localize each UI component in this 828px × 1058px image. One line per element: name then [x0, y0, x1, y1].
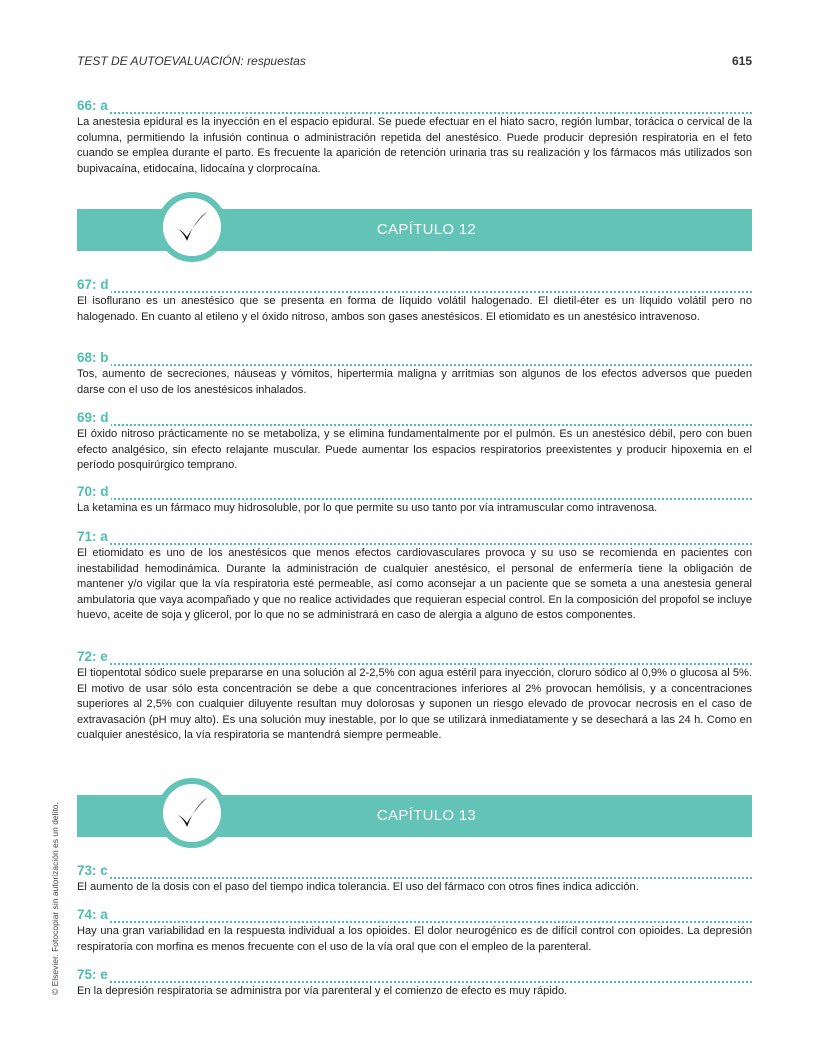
- answer-code: 71: a: [77, 529, 108, 544]
- chapter-title: CAPÍTULO 13: [376, 807, 477, 824]
- answer-code: 68: b: [77, 350, 109, 365]
- answer-text: En la depresión respiratoria se administra por vía parenteral y el comienzo de efecto es muy rápido.: [77, 985, 568, 997]
- running-head: [77, 54, 752, 70]
- answer-header: [77, 648, 752, 665]
- answer-67: [77, 276, 752, 325]
- answer-code: 70: d: [77, 484, 109, 499]
- answer-code: 69: d: [77, 410, 109, 425]
- running-head-subtitle: respuestas: [247, 54, 306, 68]
- answer-text: El aumento de la dosis con el paso del tiempo indica tolerancia. El uso del fármaco con otros fines indica adicción.: [77, 881, 639, 893]
- answer-header: [77, 409, 752, 426]
- chapter-12-banner: [77, 209, 752, 251]
- answer-code: 67: d: [77, 277, 109, 292]
- running-head-title: TEST DE AUTOEVALUACIÓN: respuestas: [77, 54, 306, 68]
- answer-code: 75: e: [77, 967, 108, 982]
- answer-66: [77, 97, 752, 177]
- answer-header: [77, 276, 752, 293]
- page-number: 615: [731, 54, 752, 68]
- answer-text: El óxido nitroso prácticamente no se metaboliza, y se elimina fundamentalmente por el pulmón. Es un anestésico débil, pero con buen efecto analgésico, sin efecto relajante muscular. Puede aumentar los espacios respiratorios preexistentes y producir hipoxemia en el período posquirúrgico temprano.: [77, 428, 752, 472]
- chapter-title: CAPÍTULO 12: [376, 221, 477, 238]
- answer-73: [77, 862, 752, 896]
- answer-code: 73: c: [77, 863, 108, 878]
- answer-text: Hay una gran variabilidad en la respuesta individual a los opioides. El dolor neurogénico es de difícil control con opioides. La depresión respiratoria con morfina es menos frecuente con el uso de la vía oral que con el empleo de la parenteral.: [77, 925, 752, 953]
- answer-text: Tos, aumento de secreciones, náuseas y vómitos, hipertermia maligna y arritmias son algunos de los efectos adversos que pueden darse con el uso de los anestésicos inhalados.: [77, 368, 752, 396]
- answer-header: [77, 97, 752, 114]
- answer-header: [77, 906, 752, 923]
- answer-code: 72: e: [77, 649, 108, 664]
- answer-code: 66: a: [77, 98, 108, 113]
- answer-text: El isoflurano es un anestésico que se presenta en forma de líquido volátil halogenado. El dietil-éter es un líquido volátil pero no halogenado. En cuanto al etileno y el óxido nitroso, ambos son gases anestésicos. El etiomidato es un anestésico intravenoso.: [77, 295, 752, 323]
- answer-text: La ketamina es un fármaco muy hidrosoluble, por lo que permite su uso tanto por vía intramuscular como intravenosa.: [77, 502, 658, 514]
- answer-header: [77, 349, 752, 366]
- answer-header: [77, 862, 752, 879]
- answer-text: La anestesia epidural es la inyección en el espacio epidural. Se puede efectuar en el hiato sacro, región lumbar, torácica o cervical de la columna, permitiendo la infusión continua o administración repetida del anestésico. Puede producir depresión respiratoria en el feto cuando se emplea durante el parto. Es frecuente la aparición de retención urinaria tras su realización y los fármacos más utilizados son bupivacaína, etidocaína, lidocaína y clorprocaína.: [77, 116, 752, 175]
- answer-72: [77, 648, 752, 744]
- copyright-side-note: © Elsevier. Fotocopiar sin autorización es un delito.: [50, 802, 60, 995]
- answer-69: [77, 409, 752, 474]
- answer-header: [77, 483, 752, 500]
- answer-text: El etiomidato es uno de los anestésicos que menos efectos cardiovasculares provoca y su uso se recomienda en pacientes con inestabilidad hemodinámica. Durante la administración de cualquier anestésico, el personal de enfermería tiene la obligación de mantener y/o vigilar que la vía respiratoria esté permeable, así como aconsejar a un paciente que se someta a una anestesia general ambulatoria que vaya acompañado y que no realice actividades que requieran especial control. En la composición del propofol se incluye huevo, aceite de soja y glicerol, por lo que no se administrará en caso de alergia a alguno de estos componentes.: [77, 547, 752, 622]
- answer-header: [77, 528, 752, 545]
- answer-74: [77, 906, 752, 955]
- answer-code: 74: a: [77, 907, 108, 922]
- answer-68: [77, 349, 752, 398]
- answer-71: [77, 528, 752, 624]
- answer-75: [77, 966, 752, 1000]
- answer-text: El tiopentotal sódico suele prepararse en una solución al 2-2,5% con agua estéril para inyección, cloruro sódico al 0,9% o glucosa al 5%. El motivo de usar sólo esta concentración se debe a que concentraciones inferiores al 2% provocan hemólisis, y a concentraciones superiores al 2,5% con cualquier diluyente resultan muy dolorosas y suponen un riesgo elevado de provocar necrosis en el caso de extravasación (pH muy alto). Es una solución muy inestable, por lo que se utilizará inmediatamente y se desechará a las 24 h. Como en cualquier anestésico, la vía respiratoria se mantendrá siempre permeable.: [77, 667, 752, 742]
- answer-70: [77, 483, 752, 517]
- answer-header: [77, 966, 752, 983]
- chapter-13-banner: [77, 795, 752, 837]
